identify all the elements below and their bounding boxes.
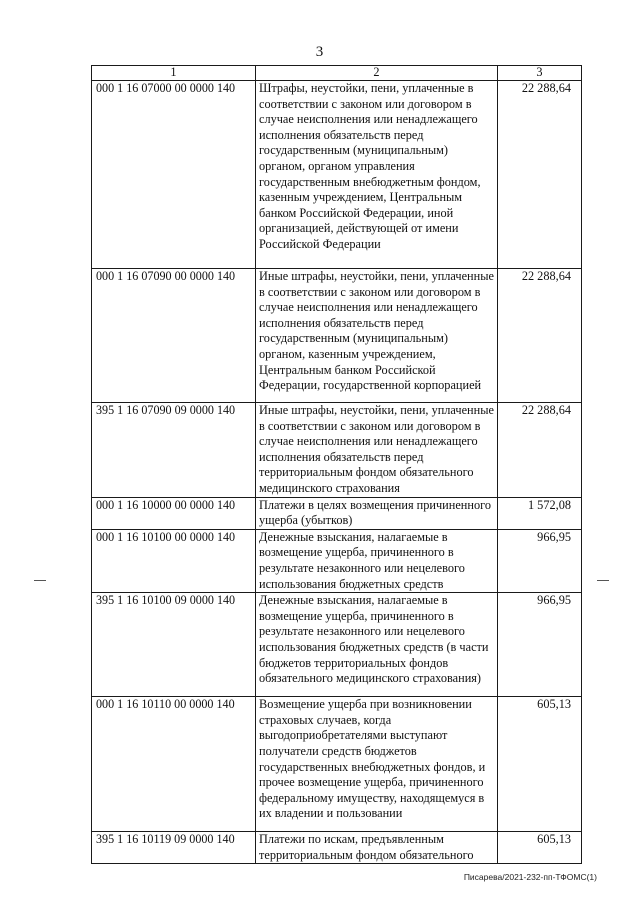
document-footer-reference: Писарева/2021-232-пп-ТФОМС(1) bbox=[463, 872, 597, 882]
revenue-table bbox=[91, 65, 582, 864]
table-row bbox=[92, 593, 582, 697]
revenue-name-cell: Денежные взыскания, налагаемые в возмещение ущерба, причиненного в результате незаконного или нецелевого использования бюджетных средств (в части бюджетов территориальных фондов обязательного медицинского страхования) bbox=[256, 593, 498, 697]
budget-code-cell: 000 1 16 10100 00 0000 140 bbox=[92, 529, 256, 592]
revenue-name-cell: Денежные взыскания, налагаемые в возмещение ущерба, причиненного в результате незаконного или нецелевого использования бюджетных средств bbox=[256, 529, 498, 592]
table-row bbox=[92, 497, 582, 529]
revenue-name-cell: Иные штрафы, неустойки, пени, уплаченные в соответствии с законом или договором в случае неисполнения или ненадлежащего исполнения обязательств перед территориальным фондом обязательного медицинского страхования bbox=[256, 403, 498, 498]
column-header-sum: 3 bbox=[498, 66, 582, 81]
amount-cell: 966,95 bbox=[498, 529, 582, 592]
budget-code-cell: 000 1 16 10000 00 0000 140 bbox=[92, 497, 256, 529]
revenue-name-cell: Штрафы, неустойки, пени, уплаченные в соответствии с законом или договором в случае неисполнения или ненадлежащего исполнения обязательств перед государственным (муниципальным) органом, органом управления государственным внебюджетным фондом, казенным учреждением, Центральным банком Российской Федерации, иной организацией, действующей от имени Российской Федерации bbox=[256, 81, 498, 269]
amount-cell: 605,13 bbox=[498, 832, 582, 864]
budget-code-cell: 000 1 16 07000 00 0000 140 bbox=[92, 81, 256, 269]
table-row bbox=[92, 529, 582, 592]
budget-code-cell: 395 1 16 10100 09 0000 140 bbox=[92, 593, 256, 697]
budget-code-cell: 395 1 16 10119 09 0000 140 bbox=[92, 832, 256, 864]
amount-cell: 966,95 bbox=[498, 593, 582, 697]
budget-code-cell: 000 1 16 10110 00 0000 140 bbox=[92, 697, 256, 832]
revenue-name-cell: Платежи по искам, предъявленным территориальным фондом обязательного bbox=[256, 832, 498, 864]
revenue-name-cell: Возмещение ущерба при возникновении страховых случаев, когда выгодоприобретателями выступают получатели средств бюджетов государственных внебюджетных фондов, и прочее возмещение ущерба, причиненного федеральному имуществу, находящемуся в их владении и пользовании bbox=[256, 697, 498, 832]
table-row bbox=[92, 269, 582, 403]
left-margin-mark bbox=[34, 580, 46, 581]
budget-code-cell: 000 1 16 07090 00 0000 140 bbox=[92, 269, 256, 403]
page-number: 3 bbox=[315, 44, 324, 60]
budget-code-cell: 395 1 16 07090 09 0000 140 bbox=[92, 403, 256, 498]
revenue-name-cell: Иные штрафы, неустойки, пени, уплаченные в соответствии с законом или договором в случае неисполнения или ненадлежащего исполнения обязательств перед государственным (муниципальным) органом, казенным учреждением, Центральным банком Российской Федерации, государственной корпорацией bbox=[256, 269, 498, 403]
revenue-name-cell: Платежи в целях возмещения причиненного ущерба (убытков) bbox=[256, 497, 498, 529]
table-header-row bbox=[92, 66, 582, 81]
table-row bbox=[92, 832, 582, 864]
column-header-code: 1 bbox=[92, 66, 256, 81]
table-row bbox=[92, 81, 582, 269]
column-header-name: 2 bbox=[256, 66, 498, 81]
amount-cell: 1 572,08 bbox=[498, 497, 582, 529]
table-row bbox=[92, 403, 582, 498]
right-margin-mark bbox=[597, 580, 609, 581]
amount-cell: 605,13 bbox=[498, 697, 582, 832]
amount-cell: 22 288,64 bbox=[498, 269, 582, 403]
amount-cell: 22 288,64 bbox=[498, 403, 582, 498]
amount-cell: 22 288,64 bbox=[498, 81, 582, 269]
table-row bbox=[92, 697, 582, 832]
